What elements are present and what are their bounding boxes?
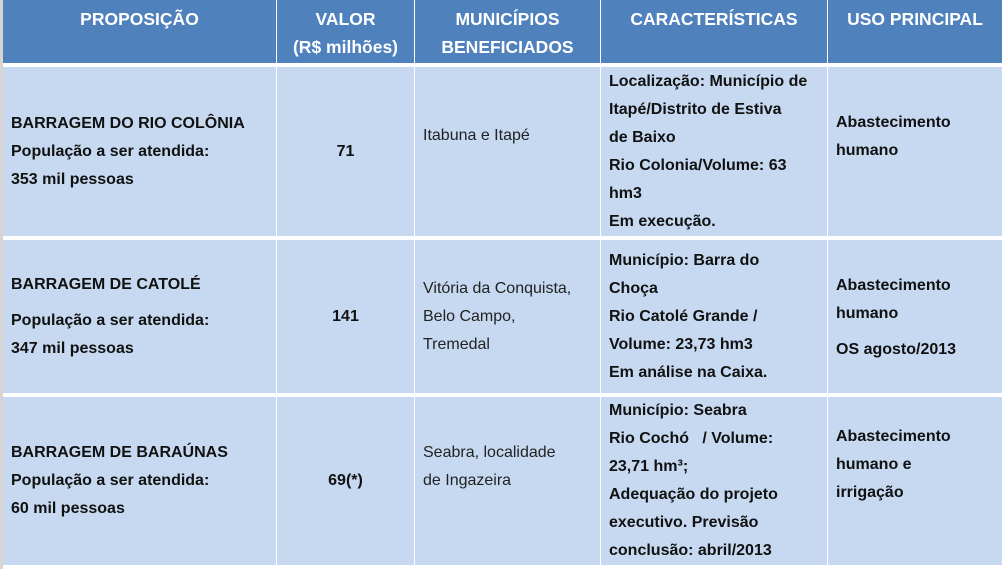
header-valor bbox=[277, 0, 415, 67]
header-municipios bbox=[415, 0, 601, 67]
uso-line: Abastecimento bbox=[836, 277, 951, 294]
header-row bbox=[3, 0, 1002, 67]
proposicao-cell bbox=[3, 67, 277, 240]
caracteristica-line: executivo. Previsão bbox=[609, 514, 759, 531]
caracteristica-line: Município: Seabra bbox=[609, 402, 747, 419]
municipio-line: Belo Campo, bbox=[423, 307, 516, 325]
caracteristica-line: Adequação do projeto bbox=[609, 486, 778, 503]
caracteristica-line: Em análise na Caixa. bbox=[609, 363, 768, 381]
caracteristica-line: Volume: 23,73 hm3 bbox=[609, 335, 753, 353]
population-label: População a ser atendida: bbox=[11, 472, 210, 489]
caracteristicas-cell bbox=[601, 240, 828, 397]
municipio-line: de Ingazeira bbox=[423, 472, 512, 489]
caracteristica-line: Itapé/Distrito de Estiva bbox=[609, 100, 782, 118]
caracteristica-line: Em execução. bbox=[609, 212, 716, 230]
uso-principal-cell bbox=[828, 397, 1002, 565]
uso-line: humano e bbox=[836, 456, 912, 473]
caracteristica-line: conclusão: abril/2013 bbox=[609, 542, 772, 559]
caracteristica-line: Choça bbox=[609, 279, 658, 297]
header-line: VALOR bbox=[315, 9, 376, 29]
caracteristica-line: Rio Catolé Grande / bbox=[609, 307, 758, 325]
barragem-title: BARRAGEM DO RIO COLÔNIA bbox=[11, 114, 245, 132]
population-label: População a ser atendida: bbox=[11, 311, 210, 329]
uso-line: Abastecimento bbox=[836, 428, 951, 445]
caracteristicas-cell bbox=[601, 67, 828, 240]
municipios-cell bbox=[415, 397, 601, 565]
municipios-cell bbox=[415, 67, 601, 240]
uso-line: humano bbox=[836, 305, 899, 322]
valor-cell: 69(*) bbox=[277, 397, 415, 565]
caracteristica-line: de Baixo bbox=[609, 128, 676, 146]
header-line: PROPOSIÇÃO bbox=[80, 9, 199, 29]
header-caracteristicas bbox=[601, 0, 828, 67]
uso-line: irrigação bbox=[836, 484, 904, 501]
municipio-line: Vitória da Conquista, bbox=[423, 279, 572, 297]
population-value: 353 mil pessoas bbox=[11, 170, 134, 188]
proposicao-cell bbox=[3, 397, 277, 565]
proposicao-cell bbox=[3, 240, 277, 397]
caracteristica-line: Município: Barra do bbox=[609, 251, 760, 269]
header-proposicao bbox=[3, 0, 277, 67]
municipio-line: Seabra, localidade bbox=[423, 444, 556, 461]
table-body bbox=[3, 67, 1002, 565]
municipio-line: Tremedal bbox=[423, 335, 490, 353]
header-uso-principal bbox=[828, 0, 1002, 67]
caracteristica-line: Rio Cochó / Volume: bbox=[609, 430, 774, 447]
uso-principal-cell bbox=[828, 240, 1002, 397]
caracteristica-line: Rio Colonia/Volume: 63 bbox=[609, 156, 787, 174]
uso-principal-cell bbox=[828, 67, 1002, 240]
uso-line: OS agosto/2013 bbox=[836, 341, 957, 358]
barragens-table bbox=[3, 0, 1002, 565]
municipios-cell bbox=[415, 240, 601, 397]
uso-line: Abastecimento bbox=[836, 114, 951, 131]
caracteristica-line: 23,71 hm³; bbox=[609, 458, 689, 475]
caracteristica-line: hm3 bbox=[609, 184, 642, 202]
barragem-title: BARRAGEM DE BARAÚNAS bbox=[11, 444, 228, 461]
header-line: USO PRINCIPAL bbox=[847, 9, 983, 29]
header-line: BENEFICIADOS bbox=[441, 37, 574, 57]
population-label: População a ser atendida: bbox=[11, 142, 210, 160]
spacer bbox=[11, 299, 268, 307]
valor-cell: 141 bbox=[277, 240, 415, 397]
table-row bbox=[3, 67, 1002, 240]
municipio-line: Itabuna e Itapé bbox=[423, 127, 530, 144]
population-value: 347 mil pessoas bbox=[11, 339, 134, 357]
population-value: 60 mil pessoas bbox=[11, 500, 125, 517]
header-line: CARACTERÍSTICAS bbox=[630, 9, 798, 29]
valor-cell: 71 bbox=[277, 67, 415, 240]
uso-line: humano bbox=[836, 142, 899, 159]
table-row bbox=[3, 397, 1002, 565]
table-header bbox=[3, 0, 1002, 67]
header-line: (R$ milhões) bbox=[292, 37, 399, 57]
header-line: MUNICÍPIOS bbox=[455, 9, 560, 29]
caracteristicas-cell bbox=[601, 397, 828, 565]
table-row bbox=[3, 240, 1002, 397]
caracteristica-line: Localização: Município de bbox=[609, 72, 808, 90]
barragem-title: BARRAGEM DE CATOLÉ bbox=[11, 275, 201, 293]
